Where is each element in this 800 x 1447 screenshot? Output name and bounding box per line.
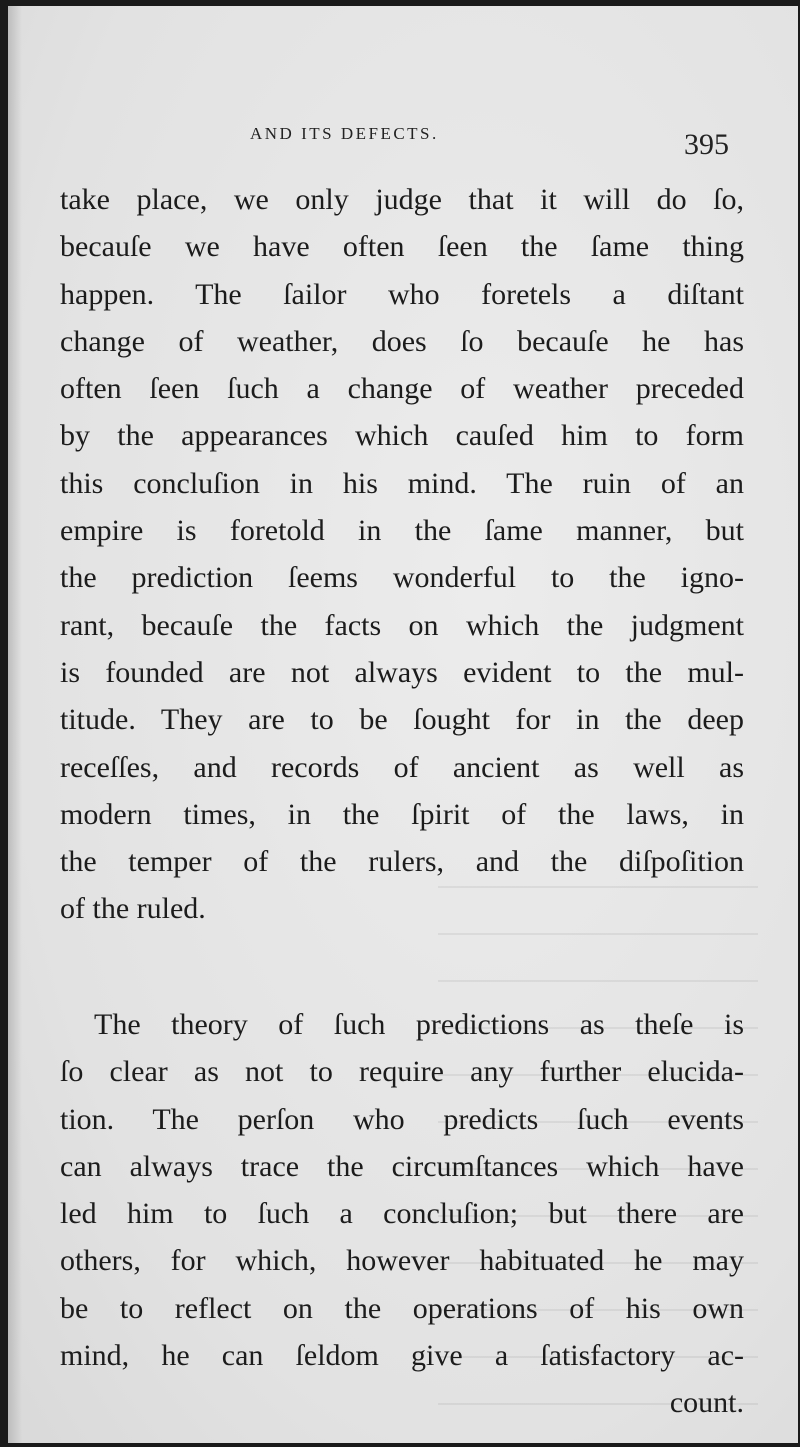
text-line: the prediction ſeems wonderful to the igno- [60,561,744,595]
text-line: titude. They are to be ſought for in the deep [60,703,744,737]
text-line: ſo clear as not to require any further elucida- [60,1055,744,1089]
text-line: rant, becauſe the facts on which the judgment [60,608,744,642]
paragraph-1 [60,176,744,933]
text-line: of the ruled. [60,892,206,926]
text-line: mind, he can ſeldom give a ſatisfactory ac- [60,1339,744,1373]
text-line: others, for which, however habituated he may [60,1244,744,1278]
text-line: The theory of ſuch predictions as theſe is [94,1008,744,1041]
text-line: empire is foretold in the ſame manner, but [60,514,744,548]
text-line: led him to ſuch a concluſion; but there are [60,1197,744,1231]
text-line: tion. The perſon who predicts ſuch events [60,1102,744,1136]
text-line: take place, we only judge that it will do ſo, [60,183,744,216]
text-line: often ſeen ſuch a change of weather preceded [60,372,744,406]
text-line: can always trace the circumſtances which have [60,1149,744,1183]
text-line: by the appearances which cauſed him to form [60,419,744,453]
text-line: receſſes, and records of ancient as well as [60,750,744,784]
text-line: this concluſion in his mind. The ruin of an [60,466,744,500]
book-page [8,6,798,1443]
page-number: 395 [684,128,729,161]
page-gutter-shadow [8,6,22,1443]
running-head: AND ITS DEFECTS. [250,124,439,143]
text-line: the temper of the rulers, and the diſpoſition [60,845,744,879]
text-line: happen. The ſailor who foretels a diſtant [60,277,744,311]
text-line: becauſe we have often ſeen the ſame thing [60,230,744,264]
paragraph-2 [60,1001,744,1427]
text-line: be to reflect on the operations of his own [60,1291,744,1325]
text-line: change of weather, does ſo becauſe he has [60,324,744,358]
text-line: is founded are not always evident to the mul- [60,655,744,689]
text-line: modern times, in the ſpirit of the laws, in [60,797,744,831]
text-line: count. [669,1386,744,1420]
